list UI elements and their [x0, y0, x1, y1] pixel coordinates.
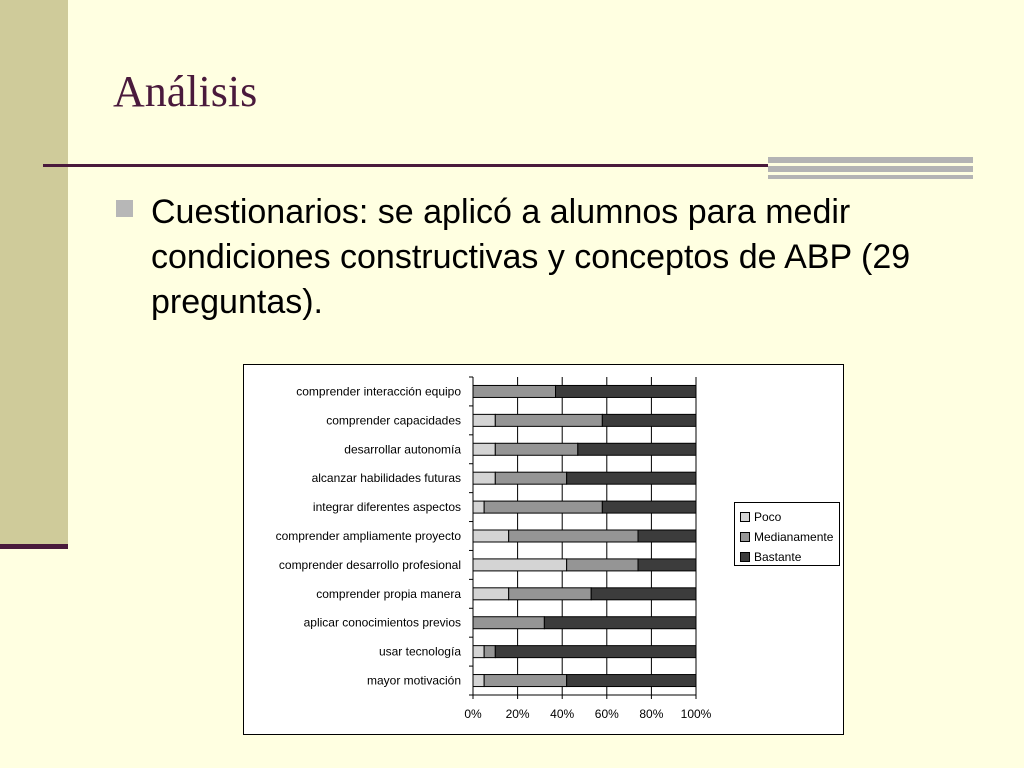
bar-segment — [473, 472, 495, 484]
bar-segment — [473, 414, 495, 426]
category-label: alcanzar habilidades futuras — [311, 471, 461, 486]
legend-swatch — [740, 552, 750, 562]
category-label: integrar diferentes aspectos — [312, 500, 461, 515]
bar-segment — [495, 414, 602, 426]
bar-segment — [567, 472, 696, 484]
bullet-square-icon — [116, 200, 133, 217]
divider-accent — [768, 157, 973, 179]
x-tick-label: 100% — [680, 707, 712, 721]
bar-segment — [473, 443, 495, 455]
category-label: desarrollar autonomía — [344, 442, 461, 457]
legend-swatch — [740, 512, 750, 522]
legend-item — [740, 527, 839, 547]
legend-label: Poco — [754, 510, 782, 524]
bar-segment — [495, 443, 578, 455]
category-label: comprender capacidades — [326, 413, 461, 428]
bar-segment — [509, 530, 638, 542]
bar-segment — [484, 646, 495, 658]
stacked-bar-chart — [243, 364, 844, 735]
bar-segment — [602, 501, 696, 513]
left-decor-bar-foot — [0, 544, 68, 549]
legend-item — [740, 547, 839, 567]
chart-legend — [734, 502, 840, 566]
bar-segment — [473, 530, 509, 542]
category-label: mayor motivación — [366, 673, 461, 688]
legend-swatch — [740, 532, 750, 542]
x-tick-label: 80% — [639, 707, 664, 721]
bar-segment — [567, 675, 696, 687]
category-label: comprender propia manera — [316, 586, 461, 601]
bar-segment — [473, 501, 484, 513]
bar-segment — [484, 501, 602, 513]
bar-segment — [473, 385, 556, 397]
legend-label: Medianamente — [754, 530, 834, 544]
bar-segment — [473, 646, 484, 658]
x-tick-label: 60% — [594, 707, 619, 721]
category-label: comprender desarrollo profesional — [278, 557, 461, 572]
x-tick-label: 40% — [550, 707, 575, 721]
bar-segment — [509, 588, 592, 600]
x-tick-label: 0% — [464, 707, 482, 721]
bar-segment — [556, 385, 696, 397]
bar-segment — [578, 443, 696, 455]
bar-segment — [473, 675, 484, 687]
bar-segment — [495, 646, 696, 658]
bar-segment — [544, 617, 696, 629]
bar-segment — [638, 530, 696, 542]
category-label: usar tecnología — [378, 644, 461, 659]
category-label: comprender ampliamente proyecto — [275, 529, 461, 543]
slide-title: Análisis — [113, 67, 258, 116]
bar-segment — [602, 414, 696, 426]
bar-segment — [484, 675, 567, 687]
category-label: comprender interacción equipo — [296, 384, 461, 399]
bar-segment — [567, 559, 638, 571]
bullet-text: Cuestionarios: se aplicó a alumnos para medir condiciones constructivas y conceptos de ABP (29 preguntas). — [151, 193, 911, 321]
category-label: aplicar conocimientos previos — [303, 615, 461, 630]
bar-segment — [473, 588, 509, 600]
left-decor-bar — [0, 0, 68, 547]
legend-label: Bastante — [754, 550, 802, 564]
legend-item — [740, 507, 839, 527]
bar-segment — [591, 588, 696, 600]
bar-segment — [473, 559, 567, 571]
bar-segment — [638, 559, 696, 571]
x-tick-label: 20% — [505, 707, 530, 721]
bar-segment — [495, 472, 566, 484]
bar-segment — [473, 617, 544, 629]
